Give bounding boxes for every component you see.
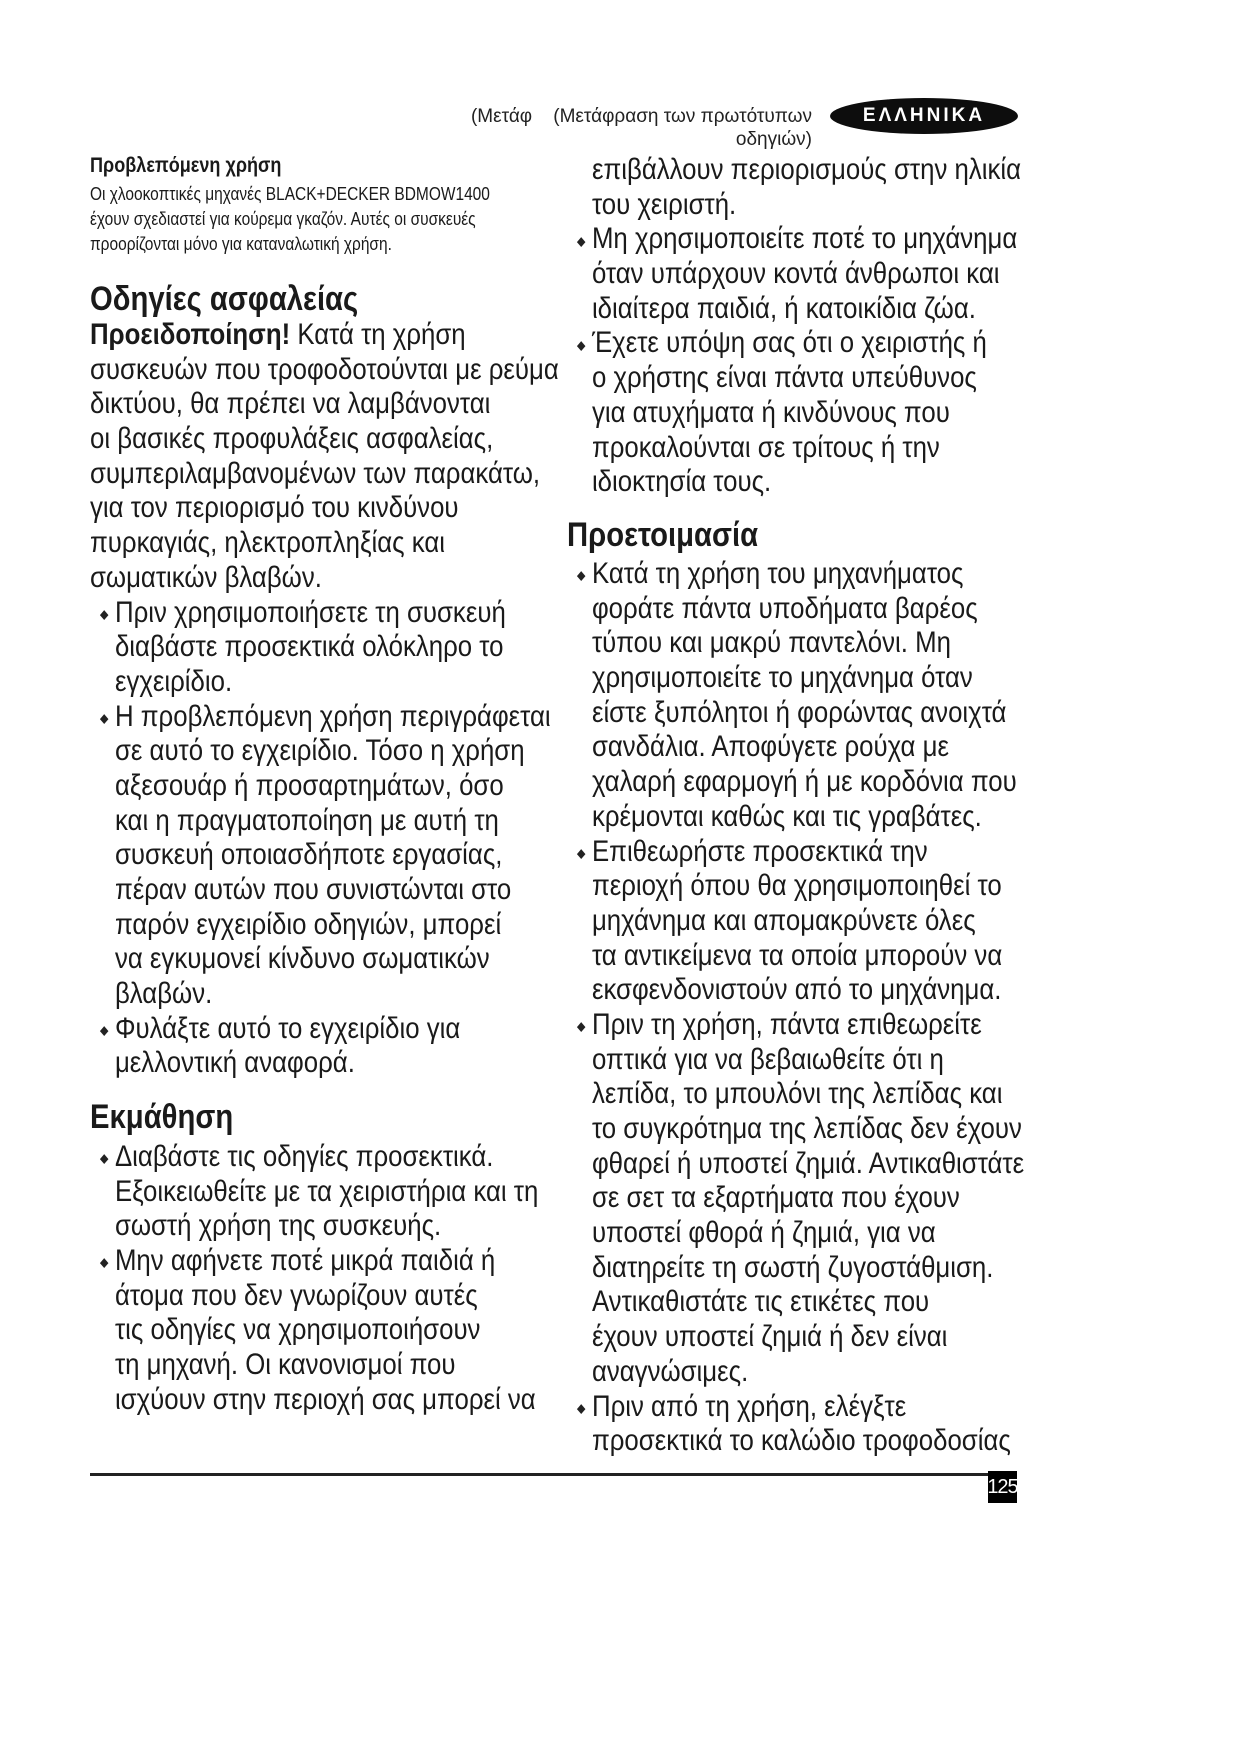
text-line: τα αντικείμενα τα οποία μπορούν να (591, 938, 1003, 972)
text-line: σε αυτό το εγχειρίδιο. Τόσο η χρήση (114, 734, 525, 768)
text-line: για τον περιορισμό του κινδύνου (90, 491, 459, 525)
text-line: Κατά τη χρήση (290, 318, 466, 351)
text-line: Οι χλοοκοπτικές μηχανές BLACK+DECKER BDMOW1400 (90, 184, 490, 204)
bullet-item: Πριν από τη χρήση, ελέγξτε (567, 1390, 1024, 1425)
text-line: βλαβών. (114, 977, 213, 1011)
header-translation-line1 (471, 106, 812, 128)
bullet-item: Έχετε υπόψη σας ότι ο χειριστής ή (567, 326, 1021, 361)
text-line: έχουν υποστεί ζημιά ή δεν είναι (591, 1320, 948, 1354)
text-line: τύπου και μακρύ παντελόνι. Μη (591, 626, 951, 660)
text-line: ιδιαίτερα παιδιά, ή κατοικίδια ζώα. (591, 291, 976, 325)
text-line: προσεκτικά το καλώδιο τροφοδοσίας (591, 1424, 1011, 1458)
text-line: ο χρήστης είναι πάντα υπεύθυνος (591, 361, 977, 395)
text-line: πέραν αυτών που συνιστώνται στο (114, 873, 512, 906)
training-text-continued (567, 153, 1095, 500)
text-line: άτομα που δεν γνωρίζουν αυτές (114, 1278, 478, 1312)
text-line: το συγκρότημα της λεπίδας δεν έχουν (591, 1112, 1022, 1145)
text-line: διαβάστε προσεκτικά ολόκληρο το (114, 630, 504, 664)
text-line: για ατυχήματα ή κινδύνους που (591, 395, 950, 429)
text-line: οπτικά για να βεβαιωθείτε ότι η (591, 1042, 944, 1076)
text-line: εκσφενδονιστούν από το μηχάνημα. (591, 973, 1002, 1007)
text-line: διατηρείτε τη σωστή ζυγοστάθμιση. (591, 1250, 994, 1284)
text-line: χρησιμοποιείτε το μηχάνημα όταν (591, 661, 973, 695)
header-fragment: (Μετάφ (470, 106, 533, 127)
footer-rule (90, 1473, 990, 1476)
intended-use-heading: Προβλεπόμενη χρήση (90, 154, 282, 177)
text-line: είστε ξυπόλητοι ή φορώντας ανοιχτά (591, 695, 1007, 729)
text-line: δικτύου, θα πρέπει να λαμβάνονται (90, 387, 491, 421)
text-line: εγχειρίδιο. (114, 664, 233, 698)
header-translation-line2: οδηγιών) (735, 129, 812, 150)
warning-label: Προειδοποίηση! (90, 318, 291, 351)
text-line: και η πραγματοποίηση με αυτή τη (114, 803, 499, 837)
text-line: χαλαρή εφαρμογή ή με κορδόνια που (591, 765, 1017, 799)
text-line: κρέμονται καθώς και τις γραβάτες. (591, 799, 982, 833)
safety-text (90, 318, 635, 1081)
text-line: οι βασικές προφυλάξεις ασφαλείας, (90, 422, 494, 456)
bullet-item: Διαβάστε τις οδηγίες προσεκτικά. (90, 1140, 538, 1175)
text-line (90, 318, 559, 353)
bullet-item: Πριν τη χρήση, πάντα επιθεωρείτε (567, 1008, 1024, 1043)
text-line: προκαλούνται σε τρίτους ή την (591, 430, 940, 464)
text-line: παρόν εγχειρίδιο οδηγιών, μπορεί (114, 907, 502, 941)
bullet-item: Φυλάξτε αυτό το εγχειρίδιο για (90, 1012, 559, 1047)
text-line: συμπεριλαμβανομένων των παρακάτω, (90, 456, 541, 490)
preparation-text (567, 557, 1099, 1459)
intended-use-text (90, 182, 555, 257)
text-line: σε σετ τα εξαρτήματα που έχουν (591, 1181, 960, 1215)
text-line: συσκευή οποιασδήποτε εργασίας, (114, 838, 503, 872)
text-line: να εγκυμονεί κίνδυνο σωματικών (114, 942, 490, 976)
text-line: μελλοντική αναφορά. (114, 1046, 355, 1080)
bullet-item: Κατά τη χρήση του μηχανήματος (567, 557, 1024, 592)
text-line: ιδιοκτησία τους. (591, 465, 772, 499)
text-line: σωστή χρήση της συσκευής. (114, 1209, 442, 1243)
text-line: πυρκαγιάς, ηλεκτροπληξίας και (90, 526, 445, 560)
language-badge: ΕΛΛΗΝΙΚΑ (830, 98, 1018, 134)
preparation-heading: Προετοιμασία (567, 516, 759, 554)
text-line: όταν υπάρχουν κοντά άνθρωποι και (591, 257, 1000, 291)
text-line: έχουν σχεδιαστεί για κούρεμα γκαζόν. Αυτές οι συσκευές (90, 209, 476, 229)
bullet-item: Μην αφήνετε ποτέ μικρά παιδιά ή (90, 1244, 538, 1279)
text-line: ισχύουν στην περιοχή σας μπορεί να (114, 1382, 536, 1416)
text-line: λεπίδα, το μπουλόνι της λεπίδας και (591, 1077, 1003, 1111)
training-heading: Εκμάθηση (90, 1098, 234, 1136)
text-line: αξεσουάρ ή προσαρτημάτων, όσο (114, 768, 504, 802)
text-line: φθαρεί ή υποστεί ζημιά. Αντικαθιστάτε (591, 1146, 1025, 1180)
text-line: μηχάνημα και απομακρύνετε όλες (591, 903, 976, 937)
bullet-item: Η προβλεπόμενη χρήση περιγράφεται (90, 700, 559, 735)
text-line: σανδάλια. Αποφύγετε ρούχα με (591, 730, 949, 764)
text-line: του χειριστή. (591, 187, 737, 221)
header-translation: (Μετάφραση των πρωτότυπων (553, 106, 812, 127)
bullet-item: Πριν χρησιμοποιήσετε τη συσκευή (90, 596, 559, 631)
text-line: φοράτε πάντα υποδήματα βαρέος (591, 591, 978, 625)
text-line: συσκευών που τροφοδοτούνται με ρεύμα (90, 352, 559, 386)
text-line: Εξοικειωθείτε με τα χειριστήρια και τη (114, 1174, 539, 1208)
text-line: περιοχή όπου θα χρησιμοποιηθεί το (591, 869, 1002, 903)
text-line: σωματικών βλαβών. (90, 560, 322, 594)
bullet-item: Μη χρησιμοποιείτε ποτέ το μηχάνημα (567, 222, 1021, 257)
page-number: 125 (988, 1471, 1017, 1503)
text-line: τις οδηγίες να χρησιμοποιήσουν (114, 1313, 481, 1347)
text-line: Αντικαθιστάτε τις ετικέτες που (591, 1285, 930, 1319)
bullet-item: Επιθεωρήστε προσεκτικά την (567, 835, 1024, 870)
training-text (90, 1140, 611, 1418)
text-line: υποστεί φθορά ή ζημιά, για να (591, 1216, 936, 1250)
text-line: τη μηχανή. Οι κανονισμοί που (114, 1348, 456, 1382)
safety-heading: Οδηγίες ασφαλείας (90, 280, 359, 318)
text-line: προορίζονται μόνο για καταναλωτική χρήση. (90, 234, 392, 254)
text-line: αναγνώσιμες. (591, 1354, 749, 1388)
text-line: επιβάλλουν περιορισμούς στην ηλικία (591, 153, 1022, 186)
